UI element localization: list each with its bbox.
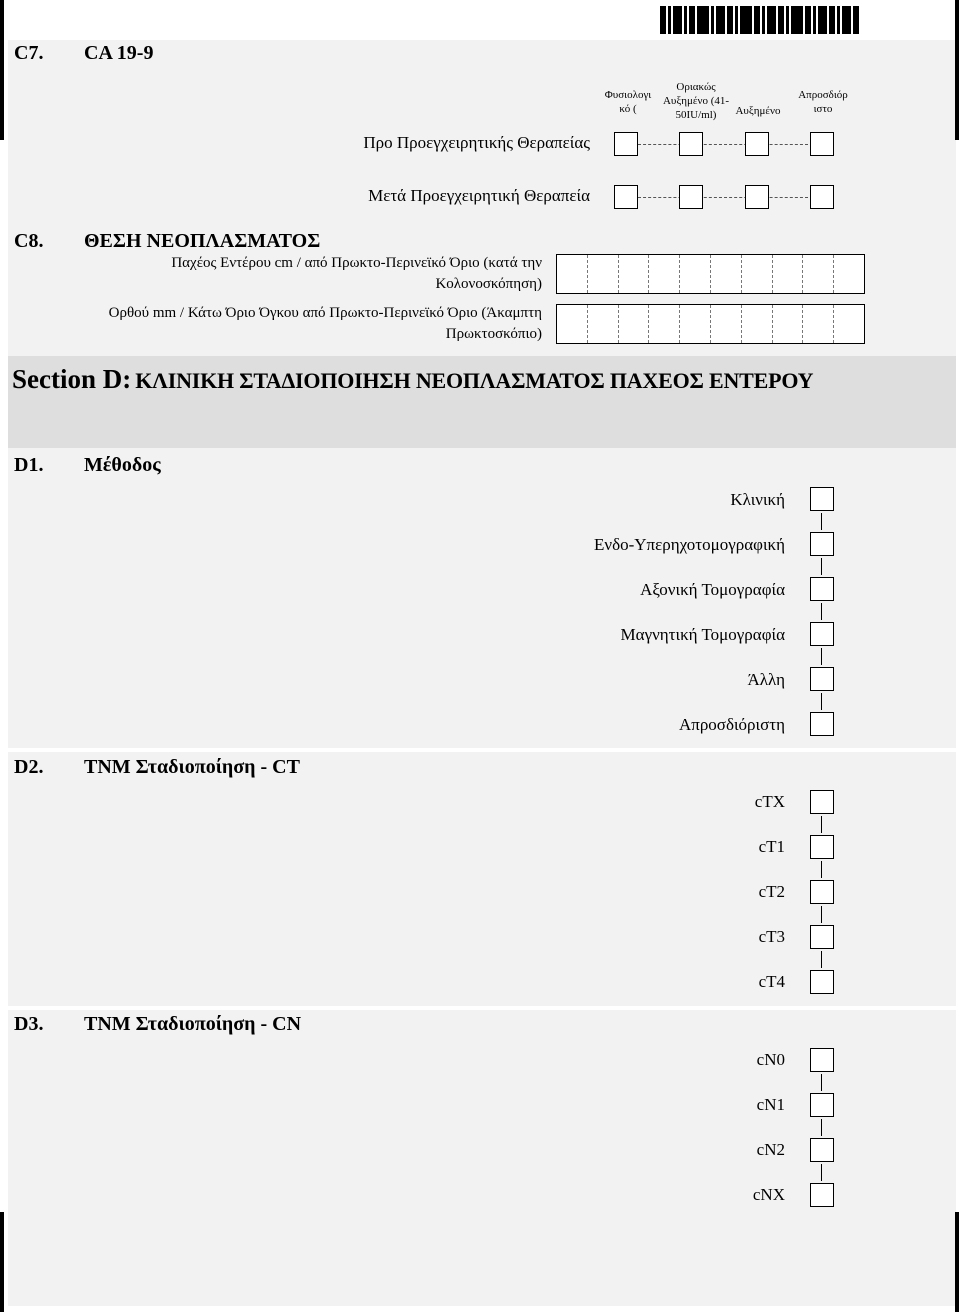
c8-rectum-distance-label-line2: Πρωκτοσκόπιο) xyxy=(445,326,542,342)
d3-option-cnx-label: cNX xyxy=(752,1185,785,1204)
d2-connector xyxy=(821,861,822,878)
c7-row-pre-therapy-label: Προ Προεγχειρητικής Θεραπείας xyxy=(363,133,590,152)
d3-option-cn1-label: cN1 xyxy=(756,1095,785,1114)
barcode xyxy=(660,6,861,34)
d2-option-ctx-label: cTX xyxy=(754,792,785,811)
d2-option-ct2-label: cT2 xyxy=(758,882,785,901)
d1-option-clinical-checkbox[interactable] xyxy=(810,487,834,511)
d2-option-ct3-checkbox[interactable] xyxy=(810,925,834,949)
c8-colon-distance-input[interactable] xyxy=(556,254,865,294)
c7-pre-connector xyxy=(638,144,808,145)
corner-mark-bottom-right xyxy=(955,1212,959,1312)
d3-option-cn1-checkbox[interactable] xyxy=(810,1093,834,1117)
c7-col-normal: Φυσιολογι κό ( xyxy=(604,89,652,115)
corner-mark-top-left xyxy=(0,0,4,140)
c7-code: C7. xyxy=(14,42,44,64)
d2-title: TNM Σταδιοποίηση - CT xyxy=(84,756,300,778)
d3-connector xyxy=(821,1164,822,1181)
d3-option-cn0-label: cN0 xyxy=(756,1050,785,1069)
section-d-heading xyxy=(12,364,813,395)
d2-option-ctx-checkbox[interactable] xyxy=(810,790,834,814)
d1-option-mri-checkbox[interactable] xyxy=(810,622,834,646)
d1-option-undetermined-checkbox[interactable] xyxy=(810,712,834,736)
d1-connector xyxy=(821,513,822,530)
d3-option-cn2-checkbox[interactable] xyxy=(810,1138,834,1162)
d2-connector xyxy=(821,951,822,968)
c8-rectum-distance-label-line1: Ορθού mm / Κάτω Όριο Όγκου από Πρωκτο-Περινεϊκό Όριο (Άκαμπτη xyxy=(108,305,542,321)
c7-col-elevated: Αυξημένο xyxy=(735,105,781,117)
d2-option-ct1-checkbox[interactable] xyxy=(810,835,834,859)
c8-colon-distance-label-line1: Παχέος Εντέρου cm / από Πρωκτο-Περινεϊκό Όριο (κατά την xyxy=(171,255,542,271)
d2-option-ct1-label: cT1 xyxy=(758,837,785,856)
c7-pre-undetermined-checkbox[interactable] xyxy=(810,132,834,156)
d1-option-other-checkbox[interactable] xyxy=(810,667,834,691)
d2-option-ct4-checkbox[interactable] xyxy=(810,970,834,994)
d2-option-ct4-label: cT4 xyxy=(758,972,785,991)
c7-pre-normal-checkbox[interactable] xyxy=(614,132,638,156)
section-d-title: ΚΛΙΝΙΚΗ ΣΤΑΔΙΟΠΟΙΗΣΗ ΝΕΟΠΛΑΣΜΑΤΟΣ ΠΑΧΕΟΣ ΕΝΤΕΡΟΥ xyxy=(135,368,814,393)
d1-option-undetermined-label: Απροσδιόριστη xyxy=(678,715,785,734)
d2-connector xyxy=(821,906,822,923)
d3-code: D3. xyxy=(14,1013,44,1035)
d2-option-ct3-label: cT3 xyxy=(758,927,785,946)
d1-title: Μέθοδος xyxy=(84,454,161,476)
d1-option-clinical-label: Κλινική xyxy=(730,490,785,509)
c7-pre-borderline-checkbox[interactable] xyxy=(679,132,703,156)
d1-option-ct-label: Αξονική Τομογραφία xyxy=(640,580,785,599)
c7-post-undetermined-checkbox[interactable] xyxy=(810,185,834,209)
d1-option-other-label: Άλλη xyxy=(747,670,785,689)
c7-row-post-therapy-label: Μετά Προεγχειρητική Θεραπεία xyxy=(368,186,590,205)
d1-connector xyxy=(821,693,822,710)
c7-col-borderline: Οριακώς Αυξημένο (41-50IU/ml) xyxy=(662,81,730,121)
d1-option-endoscopic-ultrasound-checkbox[interactable] xyxy=(810,532,834,556)
d2-option-ct2-checkbox[interactable] xyxy=(810,880,834,904)
d2-code: D2. xyxy=(14,756,44,778)
c7-col-undetermined: Απροσδιόρ ιστο xyxy=(798,89,848,115)
c7-pre-elevated-checkbox[interactable] xyxy=(745,132,769,156)
d3-option-cn0-checkbox[interactable] xyxy=(810,1048,834,1072)
d1-connector xyxy=(821,648,822,665)
d2-connector xyxy=(821,816,822,833)
d3-connector xyxy=(821,1119,822,1136)
corner-mark-bottom-left xyxy=(0,1212,4,1312)
d3-connector xyxy=(821,1074,822,1091)
d3-option-cnx-checkbox[interactable] xyxy=(810,1183,834,1207)
d1-option-endoscopic-ultrasound-label: Ενδο-Υπερηχοτομογραφική xyxy=(594,535,785,554)
c7-post-elevated-checkbox[interactable] xyxy=(745,185,769,209)
c8-rectum-distance-input[interactable] xyxy=(556,304,865,344)
c7-post-borderline-checkbox[interactable] xyxy=(679,185,703,209)
d1-connector xyxy=(821,603,822,620)
c8-title: ΘΕΣΗ ΝΕΟΠΛΑΣΜΑΤΟΣ xyxy=(84,230,321,252)
c7-post-normal-checkbox[interactable] xyxy=(614,185,638,209)
section-d-prefix: Section D: xyxy=(12,364,132,394)
d3-option-cn2-label: cN2 xyxy=(756,1140,785,1159)
c8-code: C8. xyxy=(14,230,44,252)
d1-connector xyxy=(821,558,822,575)
c7-title: CA 19-9 xyxy=(84,42,154,64)
d1-option-ct-checkbox[interactable] xyxy=(810,577,834,601)
c7-post-connector xyxy=(638,197,808,198)
d1-option-mri-label: Μαγνητική Τομογραφία xyxy=(620,625,785,644)
corner-mark-top-right xyxy=(955,0,959,140)
d3-title: TNM Σταδιοποίηση - CN xyxy=(84,1013,302,1035)
d1-code: D1. xyxy=(14,454,44,476)
c8-colon-distance-label-line2: Κολονοσκόπηση) xyxy=(435,276,542,292)
